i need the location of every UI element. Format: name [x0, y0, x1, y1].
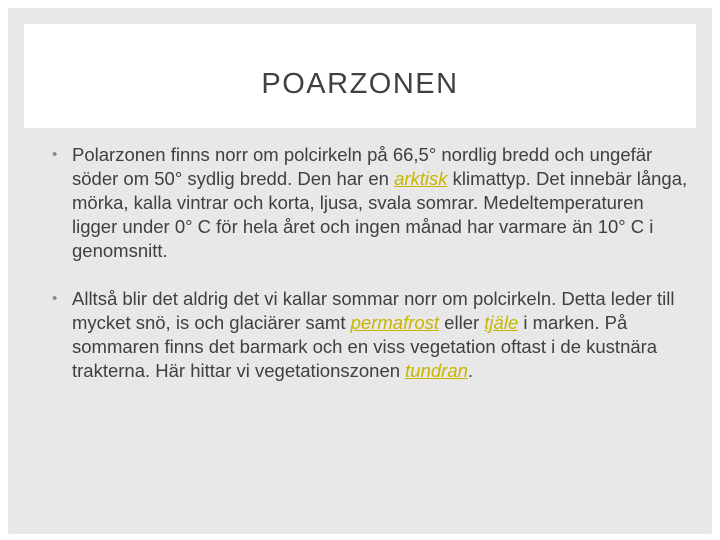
title-box	[24, 24, 696, 128]
link-tundran[interactable]: tundran	[405, 360, 468, 381]
bullet-text: Polarzonen finns norr om polcirkeln på 66,5° nordlig bredd och ungefär söder om 50° sydlig bredd. Den har en	[72, 144, 653, 189]
bullet-text: eller	[439, 312, 485, 333]
slide	[8, 8, 712, 534]
bullet-text: .	[467, 360, 474, 381]
bullet-item-1	[52, 143, 692, 263]
link-arktisk[interactable]: arktisk	[394, 168, 448, 189]
bullet-text: Alltså blir det aldrig det vi kallar sommar norr om polcirkeln. Detta leder till mycket snö, is och glaciärer samt	[72, 288, 675, 333]
bullet-text: i marken. På sommaren finns det barmark och en viss vegetation oftast i de kustnära trakterna. Här hittar vi vegetationszonen	[72, 312, 658, 381]
bullet-text: klimattyp. Det innebär långa, mörka, kalla vintrar och korta, ljusa, svala somrar. Medeltemperaturen ligger under 0° C för hela året och ingen månad har varmare än 10° C i genomsnitt.	[72, 168, 688, 261]
link-tjale[interactable]: tjäle	[484, 312, 519, 333]
link-permafrost[interactable]: permafrost	[350, 312, 440, 333]
slide-title: POARZONEN	[261, 68, 459, 100]
bullet-dot-icon: •	[52, 290, 58, 307]
bullet-list	[52, 143, 692, 383]
bullet-dot-icon: •	[52, 146, 58, 163]
bullet-item-2	[52, 287, 692, 383]
